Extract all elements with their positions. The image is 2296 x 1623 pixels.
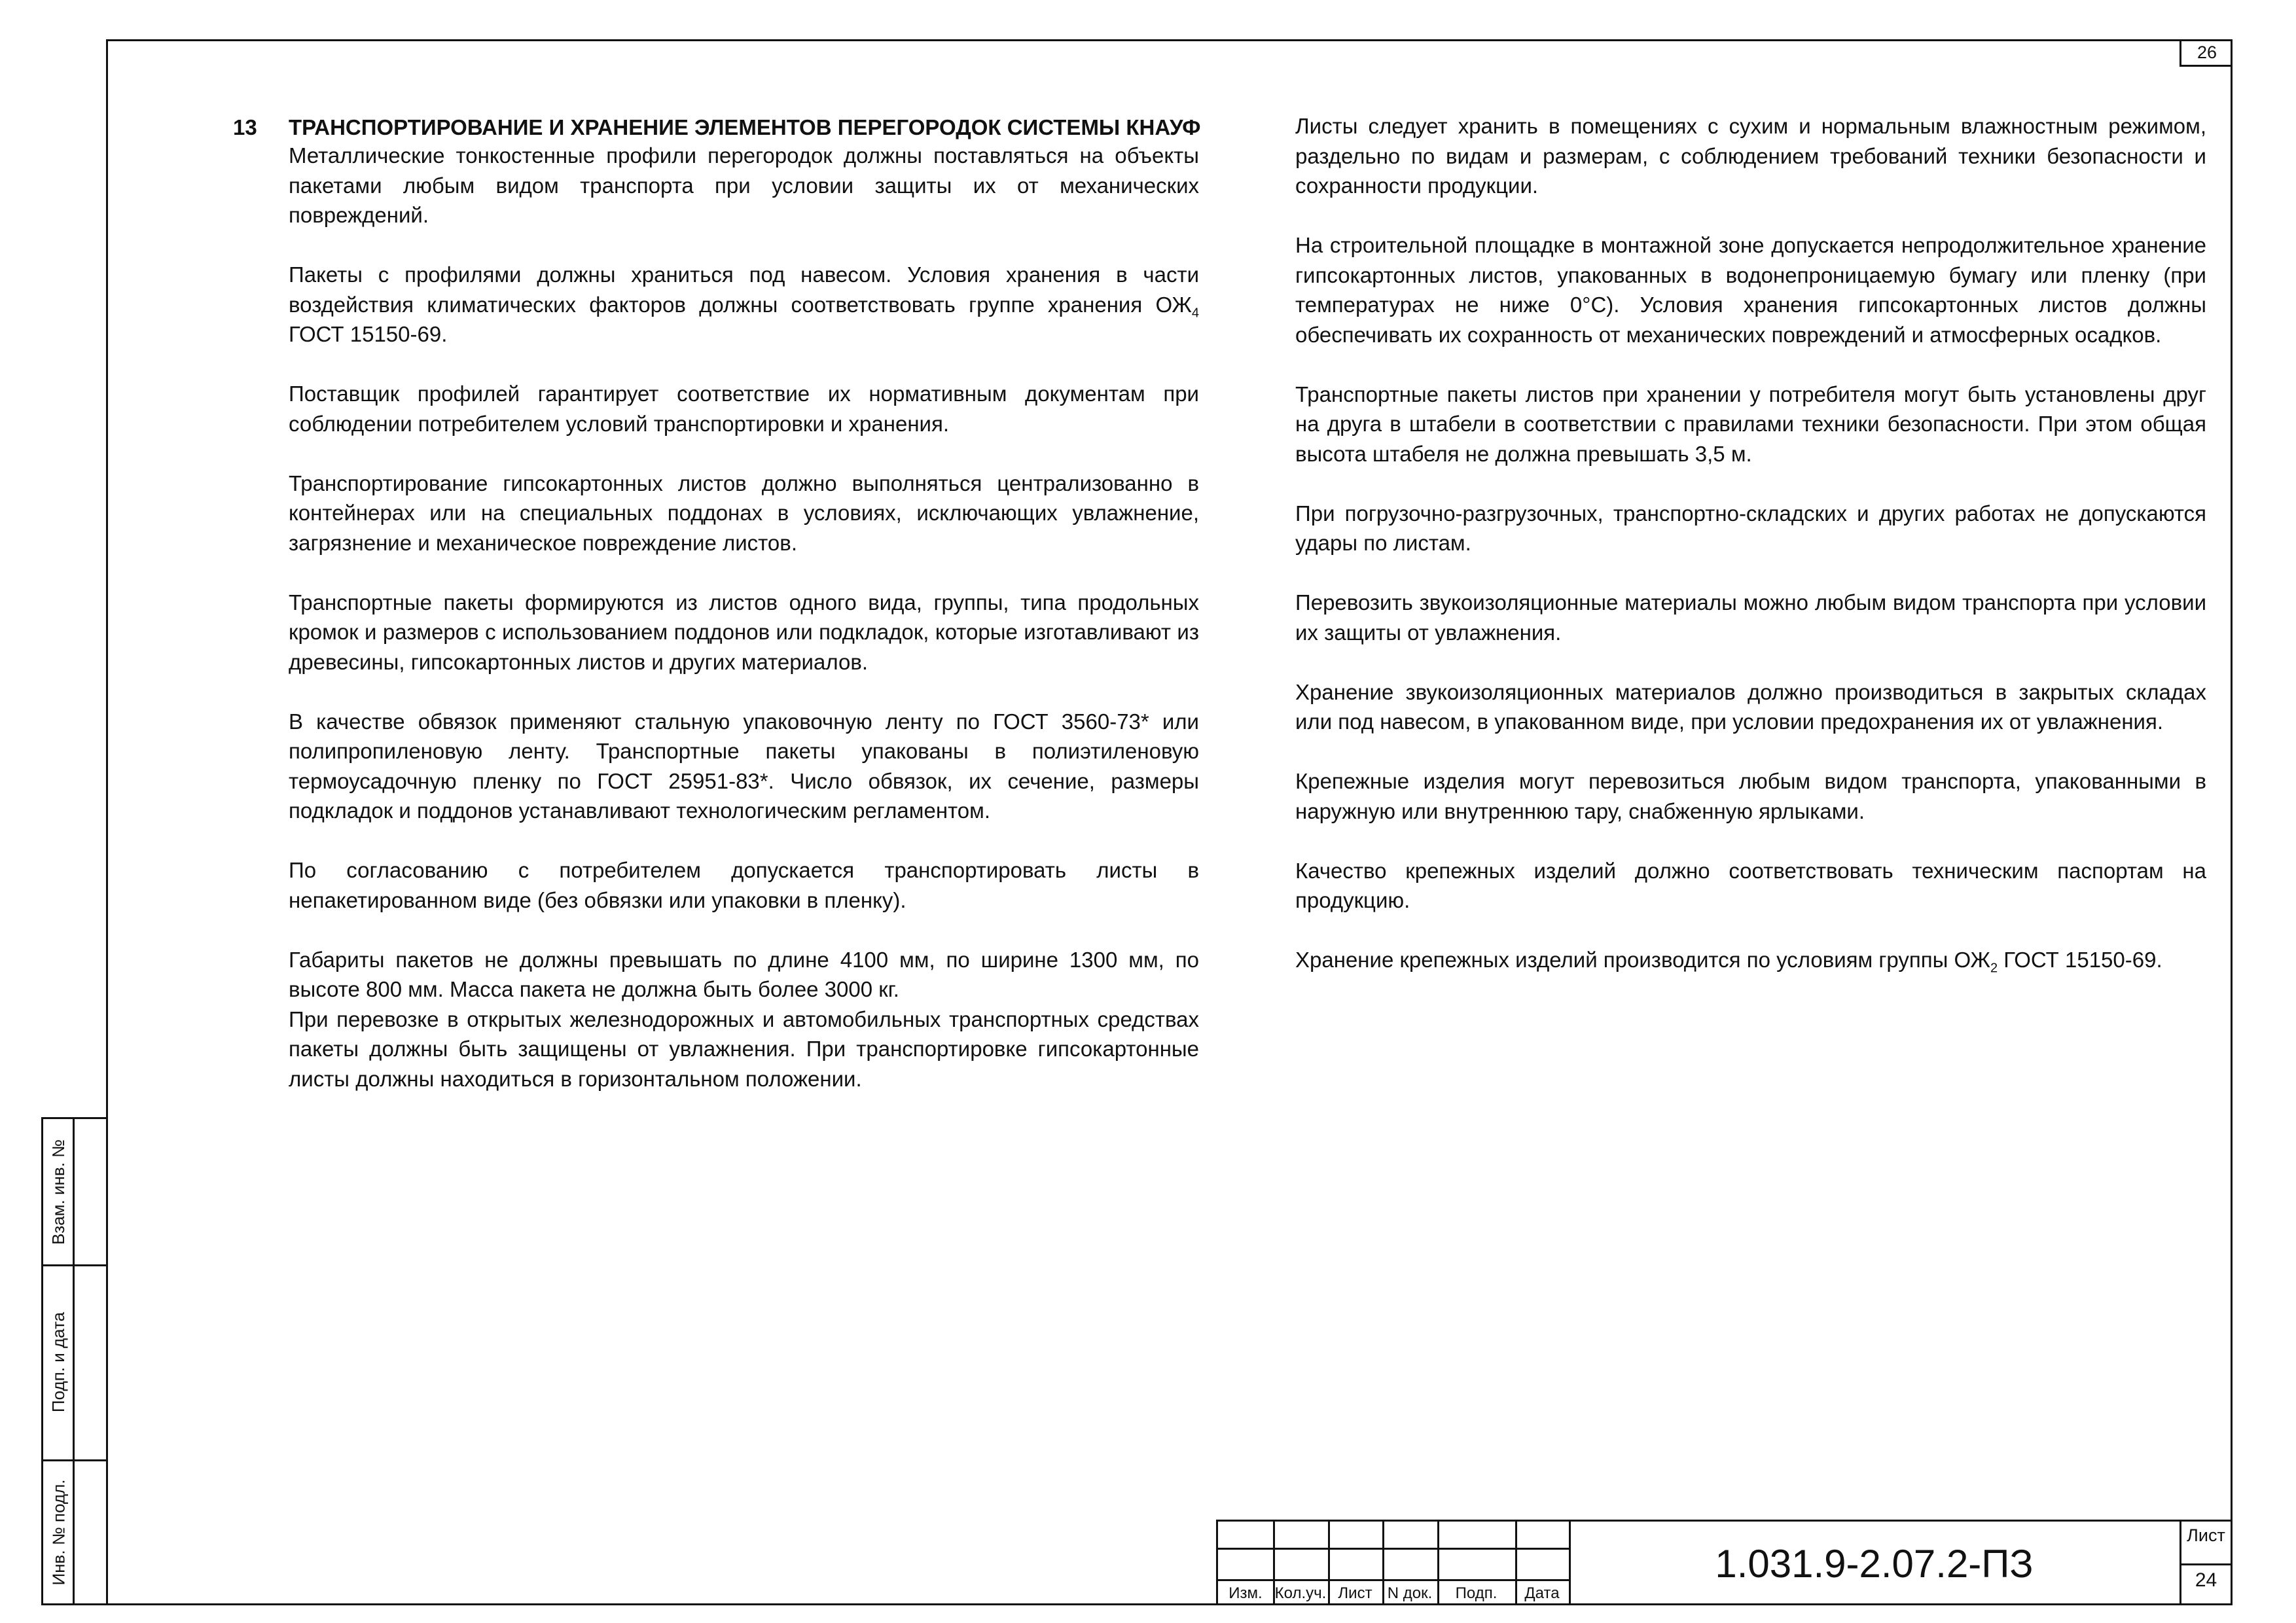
col-list: Лист	[1338, 1584, 1372, 1602]
paragraph: Металлические тонкостенные профили перегородок должны поставляться на объекты пакетами любым видом транспорта при условии защиты их от механических повреждений.	[289, 143, 1199, 227]
col-koluch: Кол.уч.	[1274, 1584, 1327, 1602]
paragraph: Транспортные пакеты формируются из листов одного вида, группы, типа продольных кромок и размеров с использованием поддонов или подкладок, которые изготавливают из древесины, гипсокартонных листов и других материалов.	[289, 590, 1199, 674]
side-stamp	[41, 1117, 108, 1605]
col-ndok: N док.	[1387, 1584, 1433, 1602]
col-data: Дата	[1524, 1584, 1560, 1602]
paragraph: Транспортные пакеты листов при хранении у потребителя могут быть установлены друг на друга в штабели в соответствии с правилами техники безопасности. При этом общая высота штабеля не должна превышать 3,5 м.	[1295, 382, 2206, 466]
paragraph: Качество крепежных изделий должно соответствовать техническим паспортам на продукцию.	[1295, 858, 2206, 912]
sheet-label: Лист	[2187, 1525, 2225, 1545]
document-code: 1.031.9-2.07.2-ПЗ	[1715, 1541, 2034, 1586]
col-izm: Изм.	[1229, 1584, 1263, 1602]
paragraph: Поставщик профилей гарантирует соответствие их нормативным документам при соблюдении потребителем условий транспортировки и хранения.	[289, 382, 1199, 436]
paragraph: Пакеты с профилями должны храниться под навесом. Условия хранения в части воздействия климатических факторов должны соответствовать группе хранения $ОЖ_4$ ГОСТ 15150-69.	[289, 262, 1199, 346]
paragraph: В качестве обвязок применяют стальную упаковочную ленту по ГОСТ 3560-73* или полипропиленовую ленту. Транспортные пакеты упакованы в полиэтиленовую термоусадочную пленку по ГОСТ 25951-83*. Число обвязок, их сечение, размеры подкладок и поддонов устанавливают технологическим регламентом.	[289, 709, 1199, 823]
paragraph: При перевозке в открытых железнодорожных и автомобильных транспортных средствах пакеты должны быть защищены от увлажнения. При транспортировке гипсокартонные листы должны находиться в горизонтальном положении.	[289, 1007, 1199, 1091]
paragraph: По согласованию с потребителем допускается транспортировать листы в непакетированном виде (без обвязки или упаковки в пленку).	[289, 858, 1199, 912]
left-column	[289, 111, 1199, 1124]
stamp-vzam: Взам. инв. №	[48, 1139, 69, 1245]
stamp-inv: Инв. № подл.	[48, 1479, 69, 1586]
section-title: ТРАНСПОРТИРОВАНИЕ И ХРАНЕНИЕ ЭЛЕМЕНТОВ ПЕРЕГОРОДОК СИСТЕМЫ КНАУФ	[289, 115, 1201, 139]
right-column	[1295, 111, 2206, 1005]
paragraph: Листы следует хранить в помещениях с сухим и нормальным влажностным режимом, раздельно по видам и размерам, с соблюдением требований техники безопасности и сохранности продукции.	[1295, 114, 2206, 198]
stamp-podp: Подп. и дата	[48, 1311, 69, 1412]
paragraph: На строительной площадке в монтажной зоне допускается непродолжительное хранение гипсокартонных листов, упакованных в водонепроницаемую бумагу или пленку (при температурах не ниже 0°С). Условия хранения гипсокартонных листов должны обеспечивать их сохранность от механических повреждений и атмосферных осадков.	[1295, 233, 2206, 347]
paragraph: При погрузочно-разгрузочных, транспортно-складских и других работах не допускаются удары по листам.	[1295, 501, 2206, 555]
paragraph: Габариты пакетов не должны превышать по длине 4100 мм, по ширине 1300 мм, по высоте 800 мм. Масса пакета не должна быть более 3000 кг.	[289, 947, 1199, 1001]
col-podp: Подп.	[1455, 1584, 1498, 1602]
title-block	[1216, 1520, 2233, 1605]
paragraph: Хранение звукоизоляционных материалов должно производиться в закрытых складах или под навесом, в упакованном виде, при условии предохранения их от увлажнения.	[1295, 679, 2206, 734]
paragraph: Транспортирование гипсокартонных листов должно выполняться централизованно в контейнерах или на специальных поддонах в условиях, исключающих увлажнение, загрязнение и механическое повреждение листов.	[289, 471, 1199, 555]
paragraph: Перевозить звукоизоляционные материалы можно любым видом транспорта при условии их защиты от увлажнения.	[1295, 590, 2206, 645]
paragraph: Крепежные изделия могут перевозиться любым видом транспорта, упакованными в наружную или внутреннюю тару, снабженную ярлыками.	[1295, 769, 2206, 823]
page-number-tab: 26	[2179, 39, 2233, 67]
paragraph: Хранение крепежных изделий производится по условиям группы $ОЖ_2$ ГОСТ 15150-69.	[1295, 948, 2162, 976]
sheet-number: 24	[2195, 1569, 2217, 1591]
section-number: 13	[233, 115, 257, 139]
